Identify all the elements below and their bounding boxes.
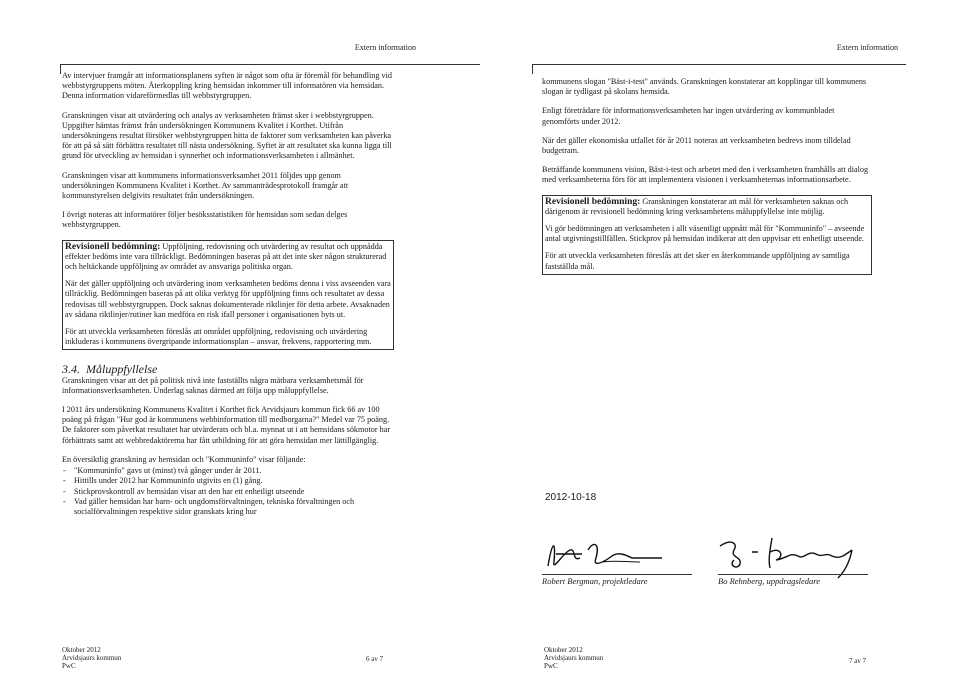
right-text-column <box>542 77 872 289</box>
section-heading <box>62 362 394 377</box>
assessment-box <box>62 240 394 351</box>
footer <box>544 646 603 670</box>
signature-bo-rehnberg <box>712 530 892 580</box>
assessment-text: Uppföljning, redovisning och utvärdering av resultat och uppnådda effekter bedöms inte vara tillräckligt. Bedömningen baseras på att det inte sker någon strukturerad och heltäckande uppföljning av området av ansvariga politiska organ. <box>65 241 387 272</box>
header-rule <box>60 64 480 65</box>
footer-line: Arvidsjaurs kommun <box>544 654 604 662</box>
header-rule <box>532 64 906 65</box>
paragraph: kommunens slogan "Bäst-i-test" används. Granskningen konstaterar att kopplingar till kommunens slogan är tydligast på skolans hemsida. <box>542 77 867 97</box>
paragraph: I 2011 års undersökning Kommunens Kvalitet i Korthet fick Arvidsjaurs kommun fick 66 av 100 poäng på frågan "Hur god är kommunens webbinformation till medborgarna?" Medel var 75 poäng. De faktorer som påverkat resultatet har utvärderats och bl.a. mynnat ut i att hemsidans sökmotor har förbättrats samt att webbredaktörerna har fått utbildning för att göra hemsidan mer lättillgänglig. <box>62 405 391 445</box>
footer-line: Oktober 2012 <box>62 646 101 654</box>
footer-line: Oktober 2012 <box>544 646 583 654</box>
paragraph: Granskningen visar att kommunens informationsverksamhet 2011 följdes upp genom undersökningen Kommunens Kvalitet i Korthet. Av sammanträdesprotokoll framgår att kommunstyrelsen delgivits resultatet från undersökningen. <box>62 170 349 201</box>
signature-name: Robert Bergman, projektledare <box>542 574 692 586</box>
footer-line: PwC <box>62 662 76 670</box>
assessment-lead: Revisionell bedömning: <box>545 196 641 207</box>
paragraph: Enligt företrädare för informationsverksamheten har ingen utvärdering av kommunbladet genomförts under 2012. <box>542 106 835 126</box>
list-item: - Stickprovskontroll av hemsidan visar att den har ett enhetligt utseende <box>62 487 394 497</box>
section-title: Måluppfyllelse <box>86 362 158 377</box>
paragraph: Av intervjuer framgår att informationsplanens syften är något som ofta är föremål för behandling vid webbstyrgruppens möten. Återkoppling kring hemsidan inkommer till informatören via hemsidan. Denna information vidareförmedlas till webbstyrgruppen. <box>62 71 392 101</box>
header-rule-tick <box>60 64 61 74</box>
list-item: - Vad gäller hemsidan har barn- och ungdomsförvaltningen, tekniska förvaltningen och socialförvaltningen respektive sidor granskats kring hur <box>62 497 394 517</box>
signature-robert-bergman <box>542 532 682 576</box>
paragraph: Granskningen visar att utvärdering och analys av verksamheten främst sker i webbstyrgruppen. Uppgifter hämtas främst från undersökningen Kommunens Kvalitet i Korthet. Utifrån undersökningens resultat försöker webbstyrgruppen hitta de faktorer som verksamheten kan påverka för att på så sätt förbättra resultatet till nästa undersökning. Syftet är att resultatet ska kunna ligga till grund för utveckling av hemsidan i synnerhet och informationsverksamheten i allmänhet. <box>62 110 392 161</box>
assessment-text: Granskningen konstaterar att mål för verksamheten saknas och därigenom är revisionell bedömning kring verksamhetens måluppfyllelse inte möjlig. <box>545 196 849 216</box>
footer-line: PwC <box>544 662 558 670</box>
header-title: Extern information <box>836 43 898 52</box>
page-number: 6 av 7 <box>366 655 384 663</box>
paragraph: Granskningen visar att det på politisk nivå inte fastställts några mätbara verksamhetsmål för informationsverksamheten. Underlag saknas därmed att följa upp måluppfyllelse. <box>62 375 364 395</box>
right-page <box>480 0 960 676</box>
assessment-lead: Revisionell bedömning: <box>65 241 161 252</box>
bullet-list <box>62 466 394 517</box>
list-item: - Hittills under 2012 har Kommuninfo utgivits en (1) gång. <box>62 476 394 486</box>
section-number: 3.4. <box>62 362 80 377</box>
paragraph: En översiktlig granskning av hemsidan och "Kommuninfo" visar följande: <box>62 454 306 464</box>
assessment-paragraph: När det gäller uppföljning och utvärdering inom verksamheten bedöms denna i viss avseenden vara tillräcklig. Bedömningen baseras på att olika verktyg för uppföljning finns och resultatet av dessa redovisas till webbstyrgruppen. Dock saknas dokumenterade riktlinjer för detta arbete. Avsaknaden av sådana riktlinjer/rutiner kan medföra en risk ifall personer i organisationen byts ut. <box>65 279 391 319</box>
header-title: Extern information <box>354 43 416 52</box>
footer-line: Arvidsjaurs kommun <box>62 654 122 662</box>
list-item: - "Kommuninfo" gavs ut (minst) två gånger under år 2011. <box>62 466 394 476</box>
assessment-box <box>542 195 872 275</box>
assessment-paragraph: Vi gör bedömningen att verksamheten i allt väsentligt uppnått mål för "Kommuninfo" – avseende antal utgivningstillfällen. Stickprov på hemsidan indikerar att den uppvisar ett enhetligt utseende. <box>545 224 865 244</box>
paragraph: När det gäller ekonomiska utfallet för år 2011 noteras att verksamheten bedrevs inom tilldelad budgetram. <box>542 135 851 156</box>
assessment-paragraph: För att utveckla verksamheten föreslås att området uppföljning, redovisning och utvärdering inkluderas i kommunens övergripande informationsplan – ansvar, frekvens, rapportering mm. <box>65 327 372 347</box>
signature-date: 2012-10-18 <box>545 492 597 503</box>
assessment-paragraph: För att utveckla verksamheten föreslås att det sker en återkommande uppföljning av samtliga fastställda mål. <box>545 251 850 271</box>
footer <box>62 646 121 670</box>
header-rule-tick <box>532 64 533 74</box>
signature-name: Bo Rehnberg, uppdragsledare <box>718 574 868 586</box>
left-text-column <box>62 71 394 517</box>
paragraph: I övrigt noteras att informatörer följer besöksstatistiken för hemsidan som sedan delges webbstyrgruppen. <box>62 210 348 230</box>
paragraph: Beträffande kommunens vision, Bäst-i-test och arbetet med den i verksamheten framhålls att dialog med verksamheterna förs för att implementera visionen i verksamheternas informationsarbete. <box>542 165 869 185</box>
page-number: 7 av 7 <box>849 657 867 665</box>
